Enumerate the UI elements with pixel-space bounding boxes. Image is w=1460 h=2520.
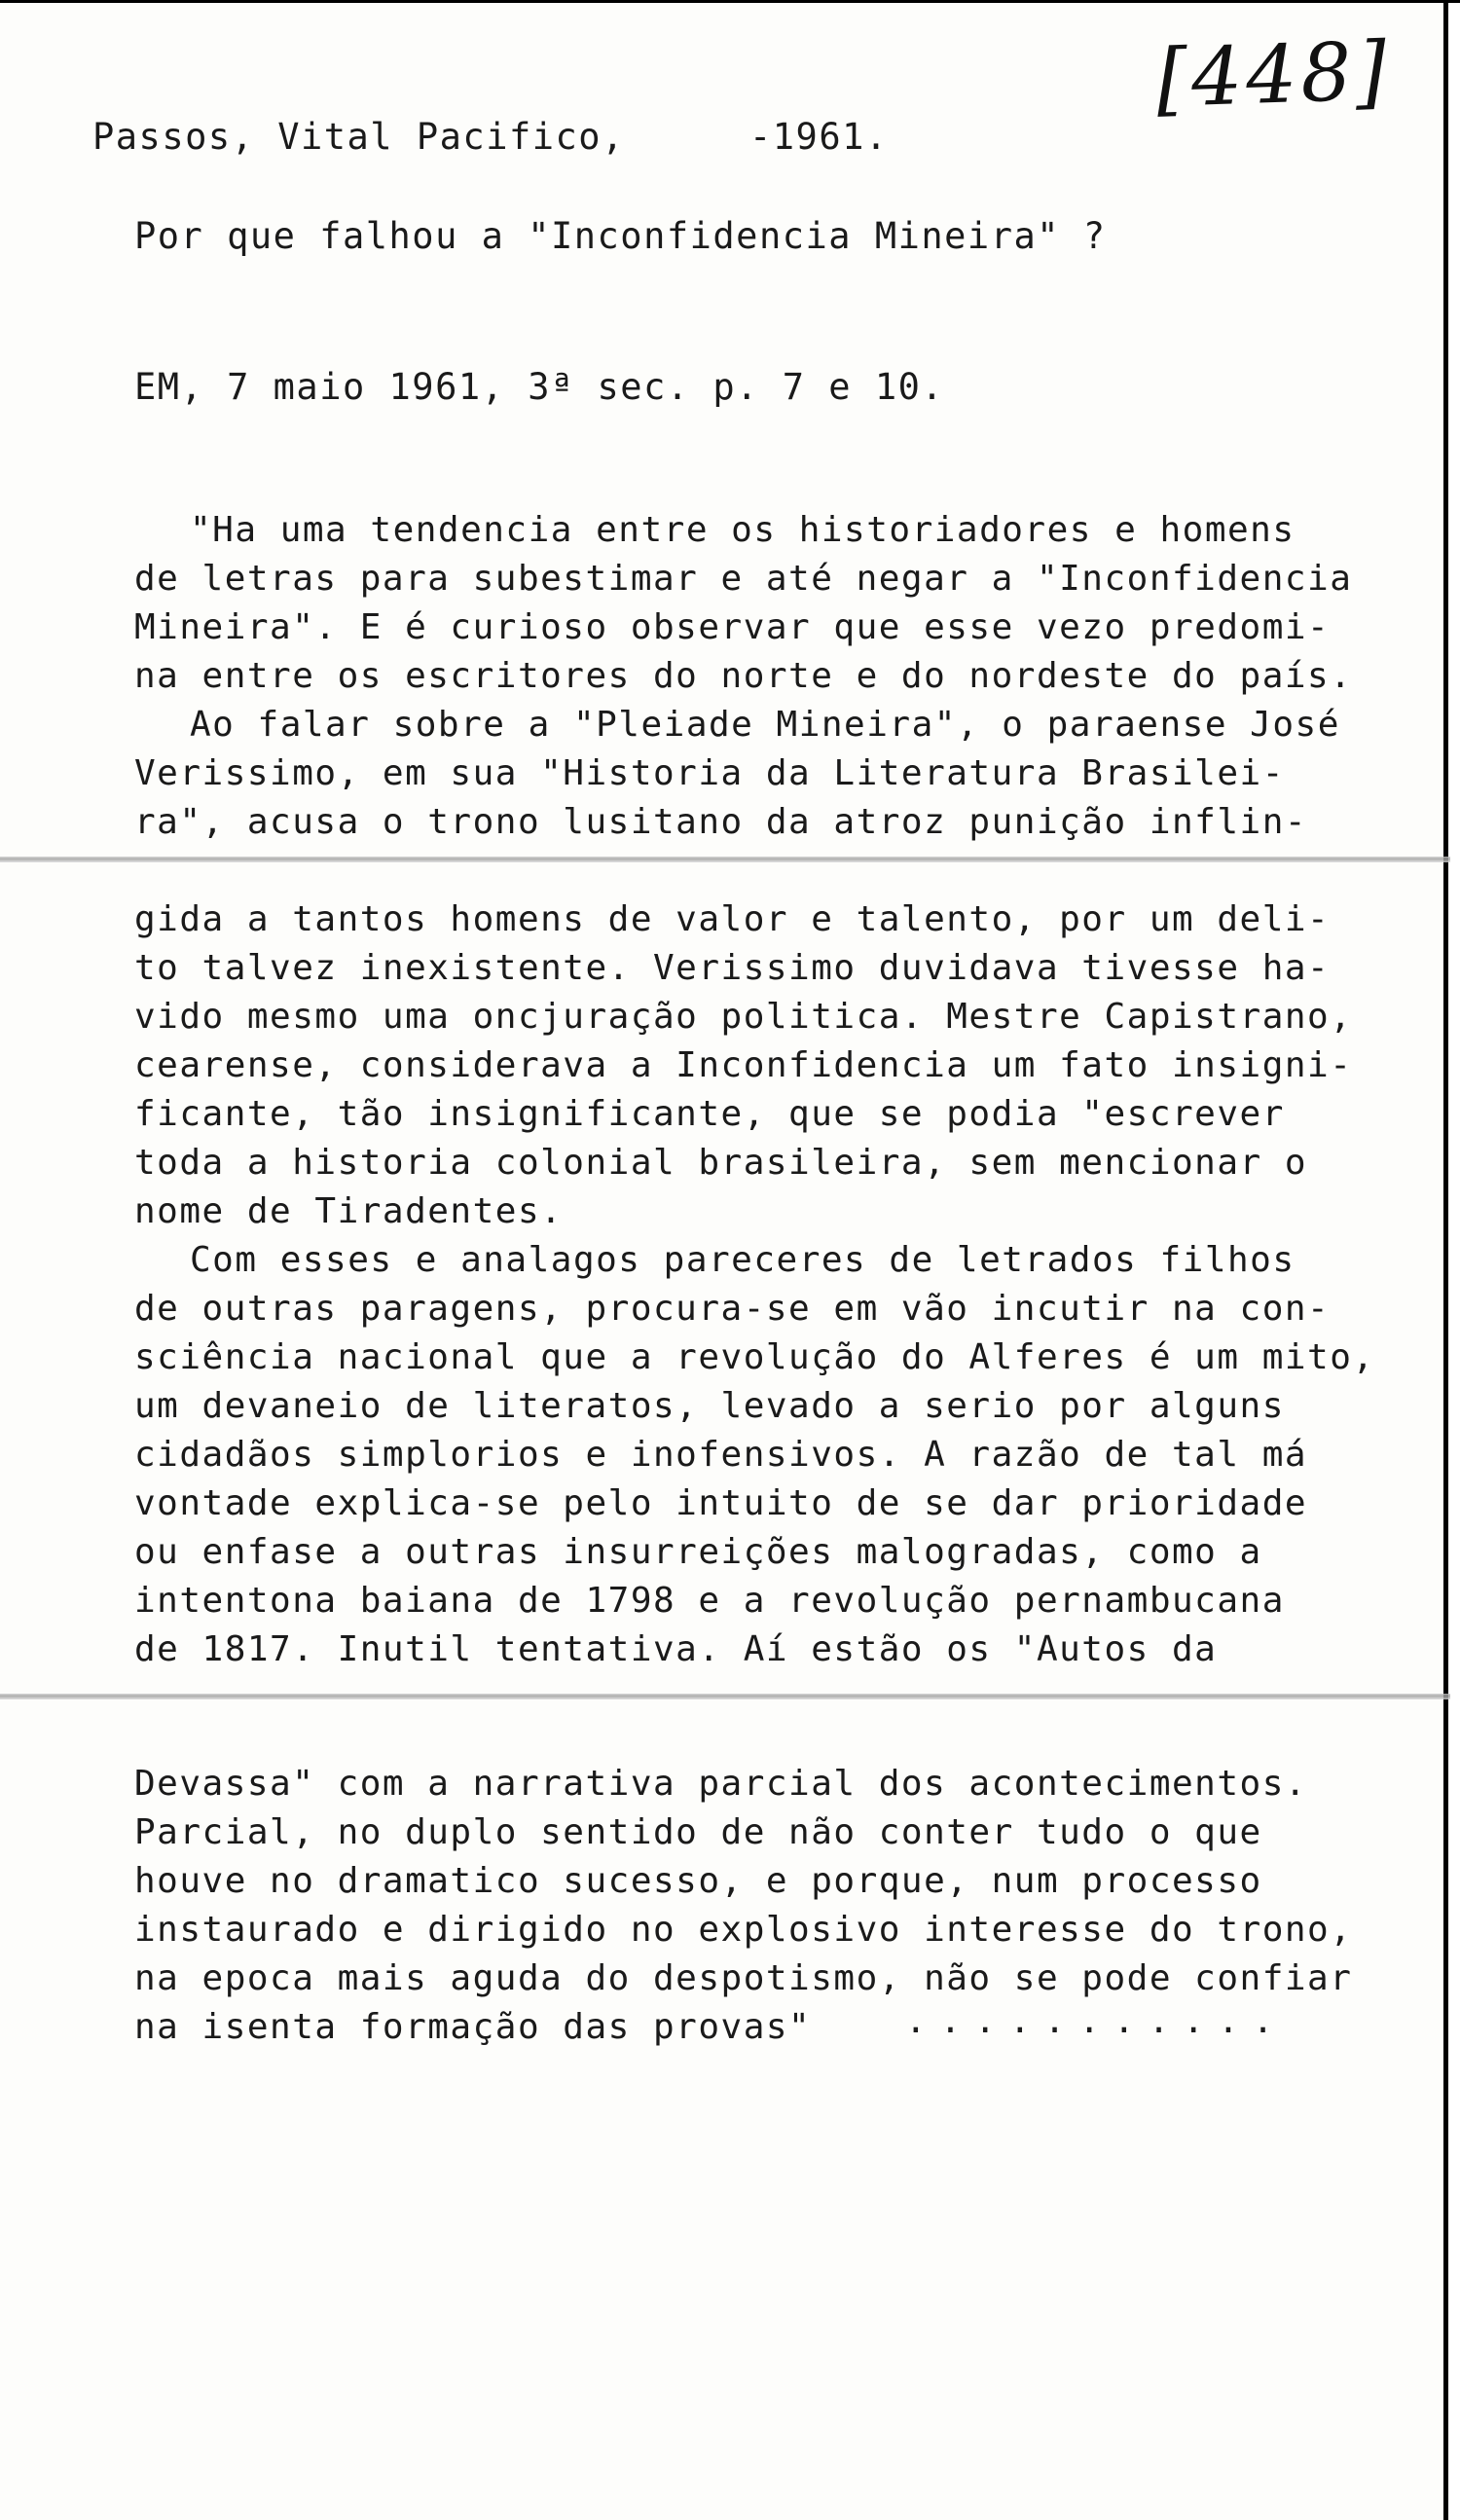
quote-line: na isenta formação das provas": [134, 2007, 812, 2047]
quote-line: ra", acusa o trono lusitano da atroz punição inflin-: [134, 802, 1308, 842]
quote-line: instaurado e dirigido no explosivo interesse do trono,: [134, 1910, 1353, 1950]
quote-line: houve no dramatico sucesso, e porque, num processo: [134, 1861, 1262, 1901]
quote-line: Mineira". E é curioso observar que esse vezo predomi-: [134, 607, 1331, 647]
call-number: [448]: [1154, 24, 1393, 127]
quote-line: de outras paragens, procura-se em vão incutir na con-: [134, 1289, 1331, 1329]
quote-line: Verissimo, em sua "Historia da Literatura Brasilei-: [134, 753, 1285, 793]
quote-line: "Ha uma tendencia entre os historiadores e homens: [190, 510, 1296, 550]
quote-line: to talvez inexistente. Verissimo duvidava tivesse ha-: [134, 948, 1331, 988]
quote-line: na entre os escritores do norte e do nordeste do país.: [134, 656, 1353, 696]
quote-line: cearense, considerava a Inconfidencia um fato insigni-: [134, 1045, 1353, 1085]
title: Por que falhou a "Inconfidencia Mineira" ?: [134, 215, 1107, 257]
date: -1961.: [749, 116, 889, 158]
quote-line: gida a tantos homens de valor e talento, por um deli-: [134, 899, 1331, 939]
quote-line: vido mesmo uma oncjuração politica. Mestre Capistrano,: [134, 997, 1353, 1037]
fold-line: [0, 1694, 1450, 1699]
quote-line: vontade explica-se pelo intuito de se dar prioridade: [134, 1483, 1308, 1523]
quote-line: Parcial, no duplo sentido de não conter tudo o que: [134, 1812, 1262, 1852]
quote-line: nome de Tiradentes.: [134, 1191, 564, 1231]
quote-line: de letras para subestimar e até negar a "Inconfidencia: [134, 559, 1353, 599]
quote-line: cidadãos simplorios e inofensivos. A razão de tal má: [134, 1435, 1308, 1475]
quote-line: Com esses e analagos pareceres de letrados filhos: [190, 1240, 1296, 1280]
quote-line: intentona baiana de 1798 e a revolução pernambucana: [134, 1581, 1285, 1621]
card-top-edge: [0, 0, 1460, 8]
ellipsis: ...........: [905, 2001, 1288, 2041]
quote-line: ou enfase a outras insurreições malogradas, como a: [134, 1532, 1262, 1572]
quote-line: sciência nacional que a revolução do Alferes é um mito,: [134, 1337, 1375, 1377]
quote-line: de 1817. Inutil tentativa. Aí estão os "Autos da: [134, 1629, 1218, 1669]
fold-line: [0, 857, 1450, 862]
author: Passos, Vital Pacifico,: [92, 116, 625, 158]
quote-line: Ao falar sobre a "Pleiade Mineira", o paraense José: [190, 705, 1340, 745]
quote-line: Devassa" com a narrativa parcial dos acontecimentos.: [134, 1764, 1308, 1804]
quote-line: toda a historia colonial brasileira, sem mencionar o: [134, 1143, 1308, 1183]
quote-line: ficante, tão insignificante, que se podia "escrever: [134, 1094, 1285, 1134]
quote-line: um devaneio de literatos, levado a serio por alguns: [134, 1386, 1285, 1426]
quote-line: na epoca mais aguda do despotismo, não se pode confiar: [134, 1958, 1353, 1998]
source-citation: EM, 7 maio 1961, 3ª sec. p. 7 e 10.: [134, 366, 945, 408]
